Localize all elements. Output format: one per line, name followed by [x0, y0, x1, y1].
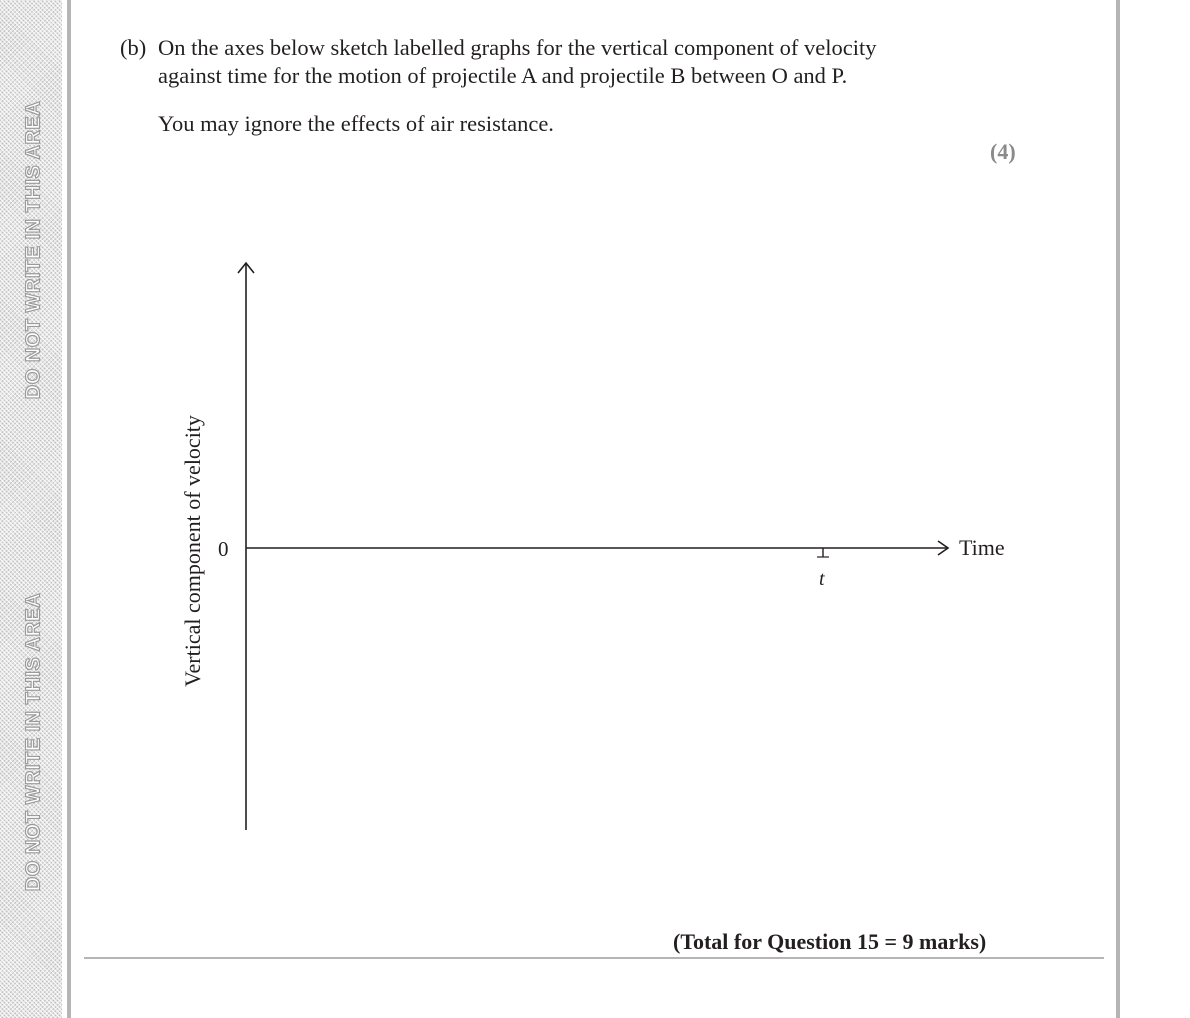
question-marks: (4) [990, 139, 1016, 164]
bottom-rule [84, 957, 1104, 959]
question-total: (Total for Question 15 = 9 marks) [673, 929, 987, 954]
y-axis-label: Vertical component of velocity [180, 415, 205, 687]
question-part-label: (b) [120, 35, 147, 60]
x-axis-label: Time [959, 535, 1005, 560]
t-marker-label: t [819, 568, 825, 590]
question-text-line-2: against time for the motion of projectile A and projectile B between O and P. [158, 63, 848, 88]
margin-warning-bottom: DO NOT WRITE IN THIS AREA [22, 592, 45, 892]
question-text-line-3: You may ignore the effects of air resistance. [158, 111, 554, 136]
origin-label: 0 [218, 537, 229, 561]
margin-warning-top: DO NOT WRITE IN THIS AREA [22, 100, 45, 400]
question-text-line-1: On the axes below sketch labelled graphs for the vertical component of velocity [158, 35, 877, 60]
